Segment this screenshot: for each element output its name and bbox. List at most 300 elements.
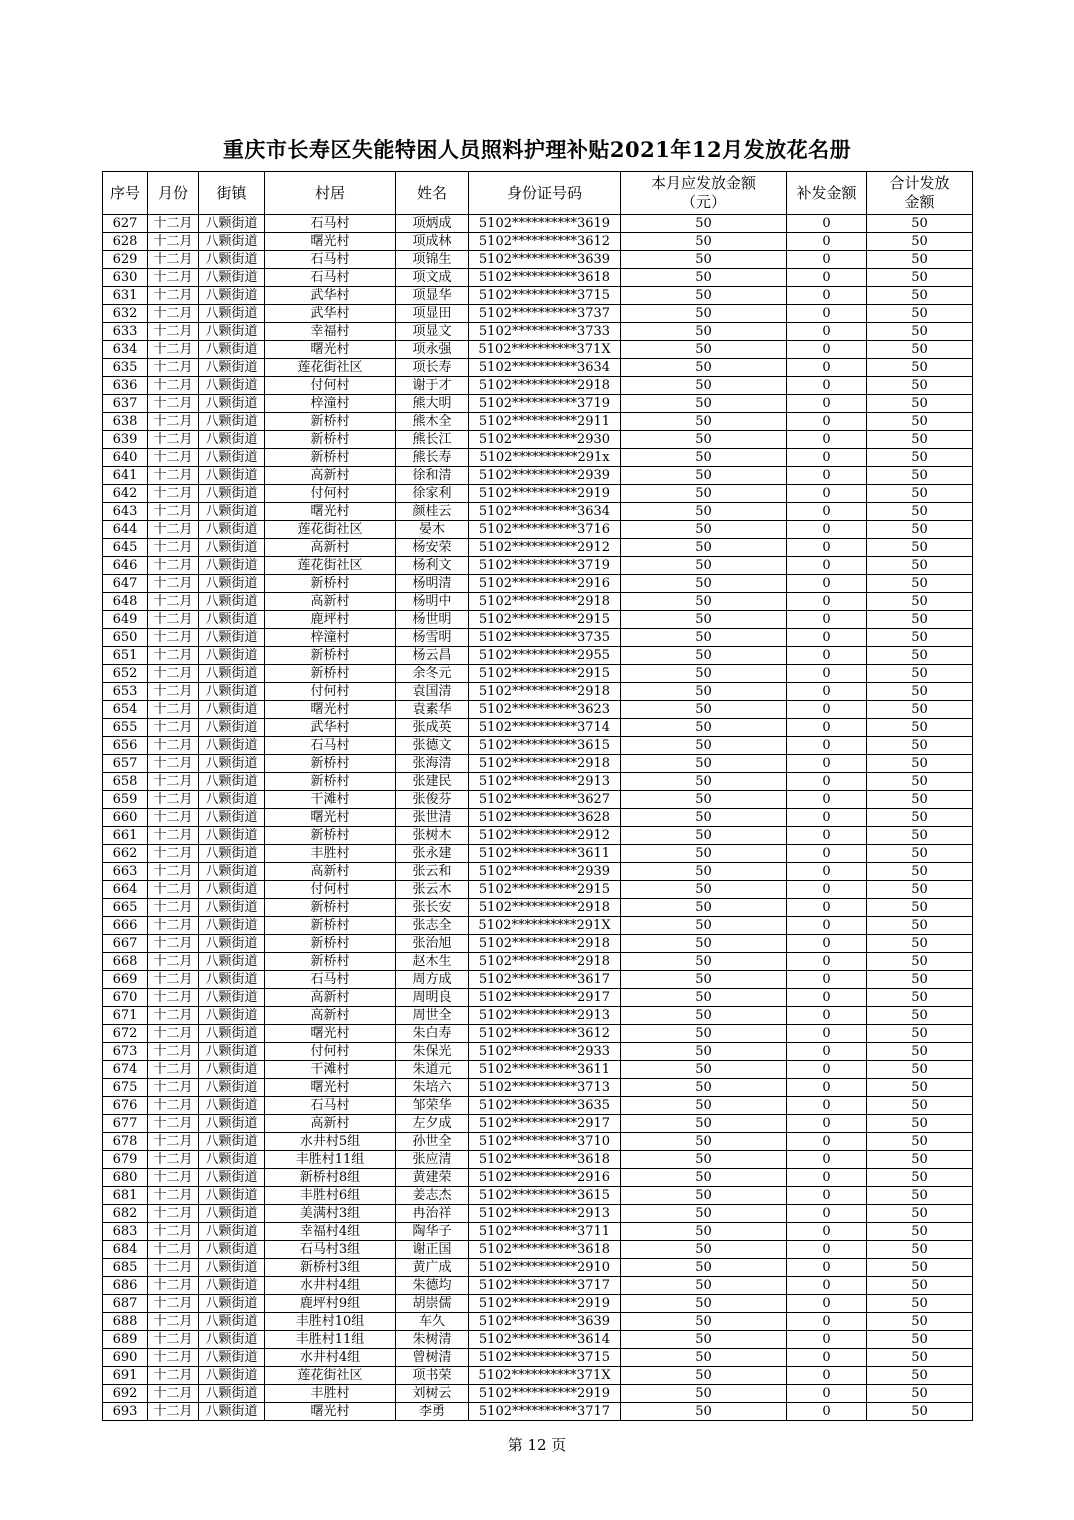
cell-total: 50 bbox=[867, 629, 973, 647]
cell-supplement: 0 bbox=[787, 1115, 867, 1133]
cell-total: 50 bbox=[867, 1205, 973, 1223]
cell-street: 八颗街道 bbox=[199, 467, 265, 485]
cell-amount: 50 bbox=[621, 215, 787, 233]
cell-supplement: 0 bbox=[787, 899, 867, 917]
table-row bbox=[103, 1313, 973, 1331]
cell-name: 徐家利 bbox=[396, 485, 469, 503]
cell-month: 十二月 bbox=[148, 1187, 199, 1205]
cell-id: 5102**********2917 bbox=[469, 1115, 621, 1133]
cell-month: 十二月 bbox=[148, 521, 199, 539]
cell-name: 项炳成 bbox=[396, 215, 469, 233]
cell-village: 新桥村8组 bbox=[265, 1169, 396, 1187]
cell-village: 石马村 bbox=[265, 971, 396, 989]
cell-total: 50 bbox=[867, 1277, 973, 1295]
cell-street: 八颗街道 bbox=[199, 287, 265, 305]
table-body bbox=[103, 215, 973, 1421]
table-row bbox=[103, 1241, 973, 1259]
cell-village: 新桥村 bbox=[265, 899, 396, 917]
cell-supplement: 0 bbox=[787, 1277, 867, 1295]
table-row bbox=[103, 1277, 973, 1295]
cell-name: 张云和 bbox=[396, 863, 469, 881]
cell-name: 张志全 bbox=[396, 917, 469, 935]
cell-supplement: 0 bbox=[787, 971, 867, 989]
cell-street: 八颗街道 bbox=[199, 881, 265, 899]
cell-street: 八颗街道 bbox=[199, 1277, 265, 1295]
cell-name: 杨利文 bbox=[396, 557, 469, 575]
cell-id: 5102**********3611 bbox=[469, 845, 621, 863]
cell-amount: 50 bbox=[621, 611, 787, 629]
cell-amount: 50 bbox=[621, 1079, 787, 1097]
table-row bbox=[103, 323, 973, 341]
cell-month: 十二月 bbox=[148, 1277, 199, 1295]
cell-street: 八颗街道 bbox=[199, 1367, 265, 1385]
cell-seq: 632 bbox=[103, 305, 148, 323]
cell-street: 八颗街道 bbox=[199, 1331, 265, 1349]
cell-month: 十二月 bbox=[148, 377, 199, 395]
cell-month: 十二月 bbox=[148, 683, 199, 701]
cell-supplement: 0 bbox=[787, 881, 867, 899]
cell-street: 八颗街道 bbox=[199, 755, 265, 773]
cell-id: 5102**********2913 bbox=[469, 773, 621, 791]
cell-supplement: 0 bbox=[787, 1169, 867, 1187]
cell-street: 八颗街道 bbox=[199, 989, 265, 1007]
cell-village: 付何村 bbox=[265, 881, 396, 899]
cell-amount: 50 bbox=[621, 287, 787, 305]
cell-name: 朱树清 bbox=[396, 1331, 469, 1349]
table-row bbox=[103, 719, 973, 737]
cell-village: 丰胜村6组 bbox=[265, 1187, 396, 1205]
cell-name: 袁国清 bbox=[396, 683, 469, 701]
cell-street: 八颗街道 bbox=[199, 629, 265, 647]
cell-id: 5102**********3715 bbox=[469, 287, 621, 305]
cell-seq: 656 bbox=[103, 737, 148, 755]
cell-seq: 682 bbox=[103, 1205, 148, 1223]
cell-street: 八颗街道 bbox=[199, 791, 265, 809]
cell-id: 5102**********3634 bbox=[469, 359, 621, 377]
cell-street: 八颗街道 bbox=[199, 899, 265, 917]
cell-total: 50 bbox=[867, 881, 973, 899]
cell-village: 丰胜村10组 bbox=[265, 1313, 396, 1331]
cell-month: 十二月 bbox=[148, 233, 199, 251]
cell-amount: 50 bbox=[621, 935, 787, 953]
table-row bbox=[103, 899, 973, 917]
cell-seq: 667 bbox=[103, 935, 148, 953]
table-row bbox=[103, 611, 973, 629]
cell-seq: 671 bbox=[103, 1007, 148, 1025]
cell-month: 十二月 bbox=[148, 611, 199, 629]
cell-village: 新桥村 bbox=[265, 755, 396, 773]
cell-village: 美满村3组 bbox=[265, 1205, 396, 1223]
cell-supplement: 0 bbox=[787, 917, 867, 935]
column-header-supplement: 补发金额 bbox=[787, 172, 867, 215]
cell-month: 十二月 bbox=[148, 1241, 199, 1259]
cell-supplement: 0 bbox=[787, 755, 867, 773]
cell-id: 5102**********2912 bbox=[469, 827, 621, 845]
column-header-total: 合计发放金额 bbox=[867, 172, 973, 215]
cell-village: 新桥村 bbox=[265, 449, 396, 467]
cell-seq: 629 bbox=[103, 251, 148, 269]
cell-total: 50 bbox=[867, 485, 973, 503]
cell-total: 50 bbox=[867, 269, 973, 287]
cell-supplement: 0 bbox=[787, 665, 867, 683]
cell-total: 50 bbox=[867, 521, 973, 539]
cell-village: 莲花街社区 bbox=[265, 1367, 396, 1385]
cell-month: 十二月 bbox=[148, 269, 199, 287]
cell-name: 谢正国 bbox=[396, 1241, 469, 1259]
table-row bbox=[103, 1259, 973, 1277]
cell-month: 十二月 bbox=[148, 1349, 199, 1367]
cell-street: 八颗街道 bbox=[199, 665, 265, 683]
cell-village: 新桥村 bbox=[265, 773, 396, 791]
cell-street: 八颗街道 bbox=[199, 1241, 265, 1259]
cell-street: 八颗街道 bbox=[199, 917, 265, 935]
cell-supplement: 0 bbox=[787, 1079, 867, 1097]
cell-total: 50 bbox=[867, 863, 973, 881]
cell-total: 50 bbox=[867, 1403, 973, 1421]
table-row bbox=[103, 215, 973, 233]
cell-month: 十二月 bbox=[148, 539, 199, 557]
cell-seq: 678 bbox=[103, 1133, 148, 1151]
cell-month: 十二月 bbox=[148, 899, 199, 917]
cell-total: 50 bbox=[867, 1025, 973, 1043]
cell-supplement: 0 bbox=[787, 413, 867, 431]
cell-total: 50 bbox=[867, 827, 973, 845]
cell-month: 十二月 bbox=[148, 251, 199, 269]
table-row bbox=[103, 809, 973, 827]
table-row bbox=[103, 683, 973, 701]
cell-total: 50 bbox=[867, 809, 973, 827]
cell-supplement: 0 bbox=[787, 1349, 867, 1367]
cell-total: 50 bbox=[867, 1169, 973, 1187]
cell-month: 十二月 bbox=[148, 935, 199, 953]
cell-month: 十二月 bbox=[148, 1133, 199, 1151]
cell-amount: 50 bbox=[621, 395, 787, 413]
table-row bbox=[103, 1007, 973, 1025]
cell-amount: 50 bbox=[621, 593, 787, 611]
cell-total: 50 bbox=[867, 1151, 973, 1169]
cell-supplement: 0 bbox=[787, 1007, 867, 1025]
cell-street: 八颗街道 bbox=[199, 1403, 265, 1421]
cell-supplement: 0 bbox=[787, 1133, 867, 1151]
cell-name: 张长安 bbox=[396, 899, 469, 917]
cell-street: 八颗街道 bbox=[199, 593, 265, 611]
table-row bbox=[103, 1205, 973, 1223]
cell-amount: 50 bbox=[621, 1403, 787, 1421]
cell-seq: 637 bbox=[103, 395, 148, 413]
cell-street: 八颗街道 bbox=[199, 215, 265, 233]
cell-street: 八颗街道 bbox=[199, 359, 265, 377]
cell-street: 八颗街道 bbox=[199, 413, 265, 431]
cell-name: 余冬元 bbox=[396, 665, 469, 683]
cell-village: 曙光村 bbox=[265, 341, 396, 359]
cell-street: 八颗街道 bbox=[199, 269, 265, 287]
cell-village: 新桥村 bbox=[265, 827, 396, 845]
cell-month: 十二月 bbox=[148, 845, 199, 863]
cell-village: 新桥村 bbox=[265, 665, 396, 683]
cell-name: 冉治祥 bbox=[396, 1205, 469, 1223]
cell-id: 5102**********3713 bbox=[469, 1079, 621, 1097]
cell-supplement: 0 bbox=[787, 323, 867, 341]
cell-village: 幸福村4组 bbox=[265, 1223, 396, 1241]
cell-street: 八颗街道 bbox=[199, 1043, 265, 1061]
cell-total: 50 bbox=[867, 701, 973, 719]
cell-amount: 50 bbox=[621, 557, 787, 575]
cell-supplement: 0 bbox=[787, 593, 867, 611]
cell-village: 武华村 bbox=[265, 287, 396, 305]
cell-total: 50 bbox=[867, 557, 973, 575]
cell-amount: 50 bbox=[621, 521, 787, 539]
cell-id: 5102**********3717 bbox=[469, 1277, 621, 1295]
cell-seq: 633 bbox=[103, 323, 148, 341]
cell-village: 高新村 bbox=[265, 593, 396, 611]
cell-month: 十二月 bbox=[148, 1205, 199, 1223]
cell-id: 5102**********3714 bbox=[469, 719, 621, 737]
cell-amount: 50 bbox=[621, 1061, 787, 1079]
cell-id: 5102**********2917 bbox=[469, 989, 621, 1007]
cell-supplement: 0 bbox=[787, 1241, 867, 1259]
cell-name: 邹荣华 bbox=[396, 1097, 469, 1115]
table-row bbox=[103, 521, 973, 539]
cell-name: 项显田 bbox=[396, 305, 469, 323]
cell-month: 十二月 bbox=[148, 917, 199, 935]
cell-supplement: 0 bbox=[787, 1367, 867, 1385]
table-row bbox=[103, 917, 973, 935]
table-row bbox=[103, 737, 973, 755]
cell-supplement: 0 bbox=[787, 647, 867, 665]
cell-seq: 664 bbox=[103, 881, 148, 899]
cell-id: 5102**********2915 bbox=[469, 881, 621, 899]
cell-street: 八颗街道 bbox=[199, 431, 265, 449]
cell-seq: 655 bbox=[103, 719, 148, 737]
cell-supplement: 0 bbox=[787, 1205, 867, 1223]
cell-seq: 631 bbox=[103, 287, 148, 305]
cell-month: 十二月 bbox=[148, 431, 199, 449]
cell-seq: 652 bbox=[103, 665, 148, 683]
cell-amount: 50 bbox=[621, 341, 787, 359]
table-row bbox=[103, 395, 973, 413]
cell-village: 干滩村 bbox=[265, 791, 396, 809]
cell-month: 十二月 bbox=[148, 467, 199, 485]
table-row bbox=[103, 1097, 973, 1115]
table-row bbox=[103, 1331, 973, 1349]
cell-seq: 685 bbox=[103, 1259, 148, 1277]
cell-street: 八颗街道 bbox=[199, 1061, 265, 1079]
cell-amount: 50 bbox=[621, 1187, 787, 1205]
cell-total: 50 bbox=[867, 1097, 973, 1115]
cell-name: 张永建 bbox=[396, 845, 469, 863]
cell-name: 项书荣 bbox=[396, 1367, 469, 1385]
cell-seq: 676 bbox=[103, 1097, 148, 1115]
cell-id: 5102**********3618 bbox=[469, 269, 621, 287]
cell-month: 十二月 bbox=[148, 863, 199, 881]
cell-seq: 668 bbox=[103, 953, 148, 971]
cell-id: 5102**********3635 bbox=[469, 1097, 621, 1115]
cell-supplement: 0 bbox=[787, 611, 867, 629]
cell-id: 5102**********3710 bbox=[469, 1133, 621, 1151]
cell-street: 八颗街道 bbox=[199, 701, 265, 719]
cell-seq: 679 bbox=[103, 1151, 148, 1169]
cell-village: 梓潼村 bbox=[265, 395, 396, 413]
cell-total: 50 bbox=[867, 1367, 973, 1385]
cell-total: 50 bbox=[867, 971, 973, 989]
cell-street: 八颗街道 bbox=[199, 575, 265, 593]
cell-supplement: 0 bbox=[787, 1025, 867, 1043]
cell-month: 十二月 bbox=[148, 773, 199, 791]
cell-month: 十二月 bbox=[148, 809, 199, 827]
cell-id: 5102**********3618 bbox=[469, 1241, 621, 1259]
cell-name: 杨安荣 bbox=[396, 539, 469, 557]
cell-total: 50 bbox=[867, 1061, 973, 1079]
cell-id: 5102**********2955 bbox=[469, 647, 621, 665]
cell-month: 十二月 bbox=[148, 881, 199, 899]
cell-street: 八颗街道 bbox=[199, 863, 265, 881]
cell-amount: 50 bbox=[621, 971, 787, 989]
cell-supplement: 0 bbox=[787, 827, 867, 845]
table-row bbox=[103, 287, 973, 305]
cell-village: 水井村4组 bbox=[265, 1277, 396, 1295]
cell-total: 50 bbox=[867, 1115, 973, 1133]
cell-street: 八颗街道 bbox=[199, 1097, 265, 1115]
cell-name: 项显华 bbox=[396, 287, 469, 305]
cell-supplement: 0 bbox=[787, 1043, 867, 1061]
cell-id: 5102**********3628 bbox=[469, 809, 621, 827]
cell-id: 5102**********3623 bbox=[469, 701, 621, 719]
cell-street: 八颗街道 bbox=[199, 773, 265, 791]
cell-supplement: 0 bbox=[787, 215, 867, 233]
cell-amount: 50 bbox=[621, 413, 787, 431]
cell-village: 武华村 bbox=[265, 305, 396, 323]
cell-street: 八颗街道 bbox=[199, 1385, 265, 1403]
cell-total: 50 bbox=[867, 611, 973, 629]
cell-total: 50 bbox=[867, 683, 973, 701]
cell-street: 八颗街道 bbox=[199, 935, 265, 953]
column-header-id: 身份证号码 bbox=[469, 172, 621, 215]
cell-seq: 672 bbox=[103, 1025, 148, 1043]
cell-seq: 666 bbox=[103, 917, 148, 935]
cell-seq: 688 bbox=[103, 1313, 148, 1331]
cell-name: 黄广成 bbox=[396, 1259, 469, 1277]
cell-street: 八颗街道 bbox=[199, 1133, 265, 1151]
cell-name: 刘树云 bbox=[396, 1385, 469, 1403]
cell-month: 十二月 bbox=[148, 701, 199, 719]
cell-seq: 657 bbox=[103, 755, 148, 773]
cell-name: 张应清 bbox=[396, 1151, 469, 1169]
cell-month: 十二月 bbox=[148, 989, 199, 1007]
cell-amount: 50 bbox=[621, 1133, 787, 1151]
cell-total: 50 bbox=[867, 791, 973, 809]
table-row bbox=[103, 1043, 973, 1061]
cell-village: 石马村 bbox=[265, 737, 396, 755]
cell-amount: 50 bbox=[621, 899, 787, 917]
cell-supplement: 0 bbox=[787, 845, 867, 863]
cell-amount: 50 bbox=[621, 485, 787, 503]
cell-village: 石马村 bbox=[265, 269, 396, 287]
cell-amount: 50 bbox=[621, 377, 787, 395]
table-row bbox=[103, 377, 973, 395]
cell-month: 十二月 bbox=[148, 485, 199, 503]
cell-id: 5102**********2918 bbox=[469, 755, 621, 773]
table-row bbox=[103, 503, 973, 521]
cell-id: 5102**********291x bbox=[469, 449, 621, 467]
cell-amount: 50 bbox=[621, 737, 787, 755]
cell-seq: 662 bbox=[103, 845, 148, 863]
cell-name: 胡崇儒 bbox=[396, 1295, 469, 1313]
column-header-village: 村居 bbox=[265, 172, 396, 215]
table-row bbox=[103, 251, 973, 269]
cell-id: 5102**********3717 bbox=[469, 1403, 621, 1421]
cell-street: 八颗街道 bbox=[199, 953, 265, 971]
table-row bbox=[103, 647, 973, 665]
cell-village: 鹿坪村9组 bbox=[265, 1295, 396, 1313]
cell-street: 八颗街道 bbox=[199, 845, 265, 863]
table-row bbox=[103, 863, 973, 881]
cell-amount: 50 bbox=[621, 1295, 787, 1313]
cell-village: 高新村 bbox=[265, 539, 396, 557]
cell-name: 杨云昌 bbox=[396, 647, 469, 665]
cell-name: 左夕成 bbox=[396, 1115, 469, 1133]
cell-street: 八颗街道 bbox=[199, 1295, 265, 1313]
cell-total: 50 bbox=[867, 233, 973, 251]
cell-id: 5102**********2939 bbox=[469, 863, 621, 881]
cell-name: 陶华子 bbox=[396, 1223, 469, 1241]
cell-street: 八颗街道 bbox=[199, 1349, 265, 1367]
cell-supplement: 0 bbox=[787, 1223, 867, 1241]
column-header-amount: 本月应发放金额（元） bbox=[621, 172, 787, 215]
cell-street: 八颗街道 bbox=[199, 251, 265, 269]
cell-month: 十二月 bbox=[148, 1097, 199, 1115]
cell-total: 50 bbox=[867, 593, 973, 611]
cell-total: 50 bbox=[867, 395, 973, 413]
cell-village: 高新村 bbox=[265, 1115, 396, 1133]
cell-seq: 628 bbox=[103, 233, 148, 251]
cell-supplement: 0 bbox=[787, 557, 867, 575]
cell-seq: 634 bbox=[103, 341, 148, 359]
cell-supplement: 0 bbox=[787, 1097, 867, 1115]
cell-id: 5102**********2913 bbox=[469, 1205, 621, 1223]
cell-month: 十二月 bbox=[148, 593, 199, 611]
cell-month: 十二月 bbox=[148, 971, 199, 989]
cell-amount: 50 bbox=[621, 1241, 787, 1259]
cell-village: 武华村 bbox=[265, 719, 396, 737]
cell-seq: 654 bbox=[103, 701, 148, 719]
cell-id: 5102**********3715 bbox=[469, 1349, 621, 1367]
cell-street: 八颗街道 bbox=[199, 233, 265, 251]
cell-total: 50 bbox=[867, 1241, 973, 1259]
cell-seq: 665 bbox=[103, 899, 148, 917]
cell-supplement: 0 bbox=[787, 287, 867, 305]
cell-name: 周方成 bbox=[396, 971, 469, 989]
cell-id: 5102**********371X bbox=[469, 341, 621, 359]
cell-village: 曙光村 bbox=[265, 701, 396, 719]
cell-id: 5102**********3612 bbox=[469, 233, 621, 251]
cell-id: 5102**********2933 bbox=[469, 1043, 621, 1061]
cell-supplement: 0 bbox=[787, 935, 867, 953]
cell-total: 50 bbox=[867, 1133, 973, 1151]
cell-name: 熊长寿 bbox=[396, 449, 469, 467]
cell-total: 50 bbox=[867, 1331, 973, 1349]
page-title: 重庆市长寿区失能特困人员照料护理补贴2021年12月发放花名册 bbox=[222, 137, 852, 162]
cell-id: 5102**********2930 bbox=[469, 431, 621, 449]
cell-street: 八颗街道 bbox=[199, 1007, 265, 1025]
cell-month: 十二月 bbox=[148, 953, 199, 971]
cell-village: 水井村5组 bbox=[265, 1133, 396, 1151]
cell-id: 5102**********2919 bbox=[469, 485, 621, 503]
cell-village: 新桥村 bbox=[265, 953, 396, 971]
cell-village: 丰胜村11组 bbox=[265, 1331, 396, 1349]
cell-total: 50 bbox=[867, 845, 973, 863]
cell-amount: 50 bbox=[621, 701, 787, 719]
cell-seq: 684 bbox=[103, 1241, 148, 1259]
